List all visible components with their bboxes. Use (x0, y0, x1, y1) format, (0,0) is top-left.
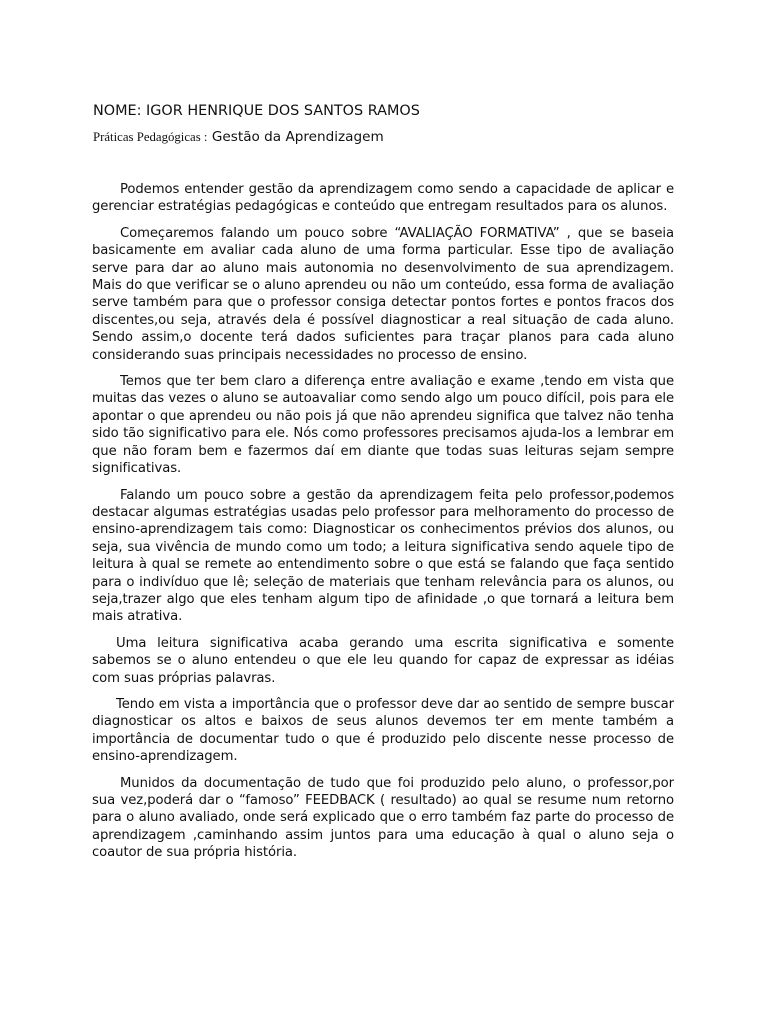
course-subject-line (93, 127, 683, 147)
paragraph-3: Temos que ter bem claro a diferença entre avaliação e exame ,tendo em vista que muitas das vezes o aluno se autoavaliar como sendo algo um pouco difícil, pois para ele apontar o que aprendeu ou não pois já que não aprendeu significa que talvez não tenha sido tão significativo para ele. Nós como professores precisamos ajuda-los a lembrar em que não foram bem e fazermos daí em diante que todas suas leituras sejam sempre significativas. (92, 374, 674, 477)
paragraph-7: Munidos da documentação de tudo que foi produzido pelo aluno, o professor,por sua vez,poderá dar o “famoso” FEEDBACK ( resultado) ao qual se resume num retorno para o aluno avaliado, onde será explicado que o erro também faz parte do processo de aprendizagem ,caminhando assim juntos para uma educação à qual o aluno seja o coautor de sua própria história. (92, 775, 674, 861)
course-prefix: Práticas Pedagógicas : (93, 130, 208, 144)
paragraph-6: Tendo em vista a importância que o professor deve dar ao sentido de sempre buscar diagnosticar os altos e baixos de seus alunos devemos ter em mente também a importância de documentar tudo o que é produzido pelo discente nesse processo de ensino-aprendizagem. (92, 696, 674, 765)
paragraph-4: Falando um pouco sobre a gestão da aprendizagem feita pelo professor,podemos destacar algumas estratégias usadas pelo professor para melhoramento do processo de ensino-aprendizagem tais como: Diagnosticar os conhecimentos prévios dos alunos, ou seja, sua vivência de mundo como um todo; a leitura significativa sendo aquele tipo de leitura à qual se remete ao entendimento sobre o que está se falando que faça sentido para o indivíduo que lê; seleção de materiais que tenham relevância para os alunos, ou seja,trazer algo que eles tenham algum tipo de afinidade ,o que tornará a leitura bem mais atrativa. (92, 487, 674, 625)
course-title: Gestão da Aprendizagem (211, 129, 384, 145)
paragraph-1: Podemos entender gestão da aprendizagem como sendo a capacidade de aplicar e gerenciar estratégias pedagógicas e conteúdo que entregam resultados para os alunos. (92, 182, 674, 215)
paragraph-2: Começaremos falando um pouco sobre “AVALIAÇÃO FORMATIVA” , que se baseia basicamente em avaliar cada aluno de uma forma particular. Esse tipo de avaliação serve para dar ao aluno mais autonomia no desenvolvimento de sua aprendizagem. Mais do que verificar se o aluno aprendeu ou não um conteúdo, essa forma de avaliação serve também para que o professor consiga detectar pontos fortes e pontos fracos dos discentes,ou seja, através dela é possível diagnosticar a real situação de cada aluno. Sendo assim,o docente terá dados suficientes para traçar planos para cada aluno considerando suas principais necessidades no processo de ensino. (92, 225, 674, 363)
document-header (93, 101, 683, 147)
paragraph-5: Uma leitura significativa acaba gerando uma escrita significativa e somente sabemos se o aluno entendeu o que ele leu quando for capaz de expressar as idéias com suas próprias palavras. (92, 635, 674, 686)
student-name: NOME: IGOR HENRIQUE DOS SANTOS RAMOS (93, 103, 420, 119)
essay-body (92, 181, 674, 871)
